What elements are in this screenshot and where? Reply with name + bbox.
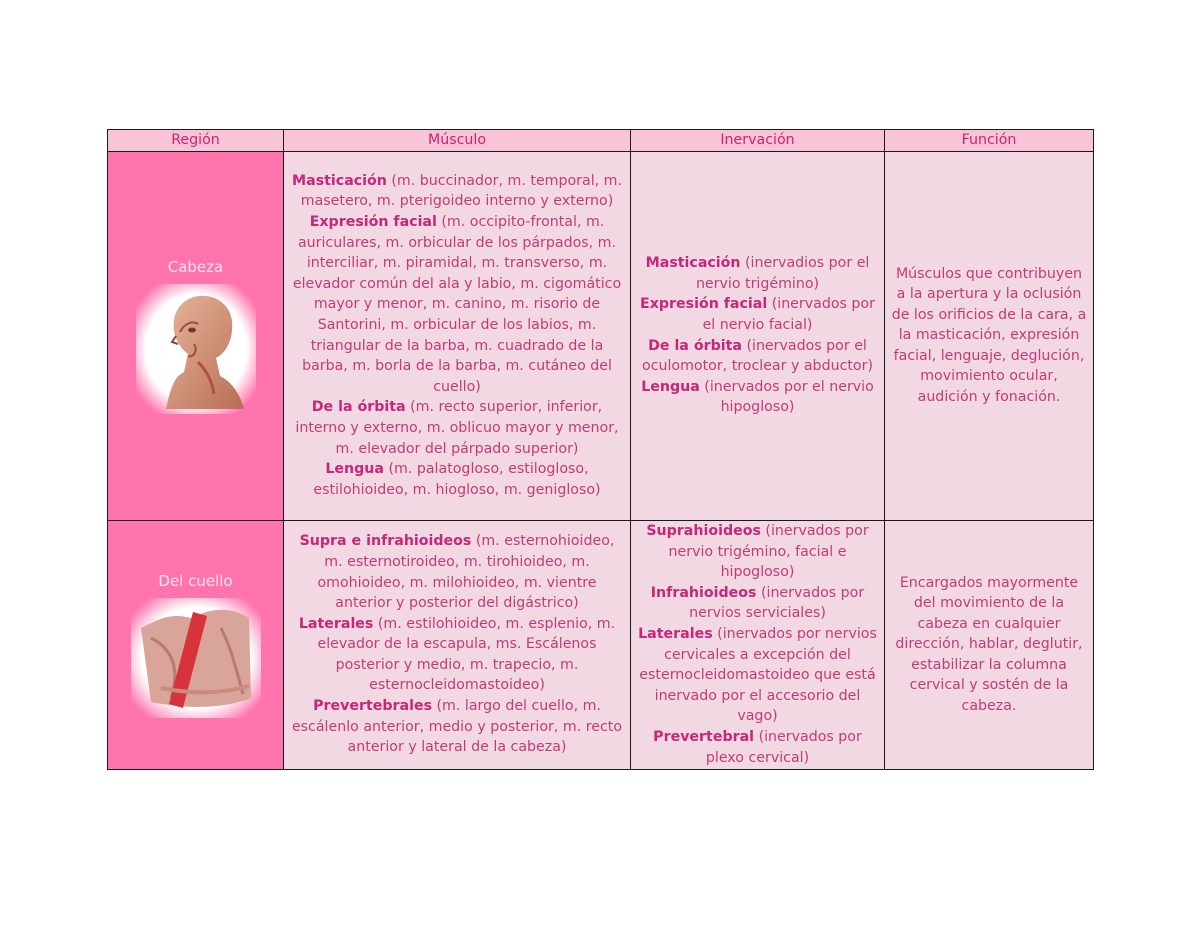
region-label: Del cuello <box>158 572 233 591</box>
group-detail: (m. buccinador, m. temporal, m. masetero, m. pterigoideo interno y externo) <box>300 172 622 210</box>
header-musculo: Músculo <box>284 130 631 152</box>
funcion-cell-cabeza: Músculos que contribuyen a la apertura y la oclusión de los orificios de la cara, a la masticación, expresión facial, lenguaje, deglución, movimiento ocular, audición y fonación. <box>885 151 1094 520</box>
group-detail: (inervados por el nervio facial) <box>702 296 875 333</box>
table-row <box>108 151 1094 520</box>
group-detail: (inervadios por el nervio trigémino) <box>695 255 870 292</box>
musculo-cell-cuello <box>284 520 631 769</box>
group-title: Suprahioideos <box>646 523 761 540</box>
header-row <box>108 130 1094 152</box>
inervacion-cell-cabeza <box>631 151 885 520</box>
group-title: Prevertebrales <box>313 698 433 715</box>
group-title: Prevertebral <box>653 728 755 745</box>
group-detail: (m. palatogloso, estilogloso, estilohioideo, m. hiogloso, m. genigloso) <box>313 461 601 498</box>
group-detail: (inervados por el oculomotor, troclear y abductor) <box>642 337 873 375</box>
group-title: Expresión facial <box>640 296 768 313</box>
neck-anatomy-image <box>131 598 261 718</box>
group-detail: (m. estilohioideo, m. esplenio, m. elevador de la escapula, ms. Escálenos posterior y medio, m. trapecio, m. esternocleidomastoideo) <box>317 615 616 694</box>
group-title: De la órbita <box>311 399 406 416</box>
group-detail: (m. largo del cuello, m. escálenlo anterior, medio y posterior, m. recto anterior y lateral de la cabeza) <box>291 698 623 756</box>
group-title: Infrahioideos <box>650 584 757 601</box>
group-title: Lengua <box>325 461 384 478</box>
group-title: Laterales <box>298 615 374 632</box>
group-detail: (m. recto superior, inferior, interno y externo, m. oblicuo mayor y menor, m. elevador del párpado superior) <box>295 399 619 457</box>
group-title: Expresión facial <box>309 214 437 231</box>
group-detail: (inervados por plexo cervical) <box>705 728 862 766</box>
head-anatomy-image <box>136 284 256 414</box>
header-inervacion: Inervación <box>631 130 885 152</box>
group-detail: (inervados por nervios cervicales a excepción del esternocleidomastoideo que está inervado por el accesorio del vago) <box>639 626 877 725</box>
group-detail: (inervados por el nervio hipogloso) <box>699 378 874 416</box>
table-row <box>108 520 1094 769</box>
inervacion-cell-cuello <box>631 520 885 769</box>
group-detail: (m. esternohioideo, m. esternotiroideo, m. tirohioideo, m. omohioideo, m. milohioideo, m. vientre anterior y posterior del digástrico) <box>317 533 615 612</box>
group-title: Masticación <box>645 255 741 272</box>
funcion-cell-cuello: Encargados mayormente del movimiento de la cabeza en cualquier dirección, hablar, deglutir, estabilizar la columna cervical y sostén de la cabeza. <box>885 520 1094 769</box>
region-label: Cabeza <box>167 258 224 277</box>
header-region: Región <box>108 130 284 152</box>
musculo-cell-cabeza <box>284 151 631 520</box>
group-title: Laterales <box>638 626 713 642</box>
region-cell-cuello <box>108 520 284 769</box>
group-detail: (inervados por nervios serviciales) <box>689 584 865 622</box>
group-detail: (m. occipito-frontal, m. auriculares, m. orbicular de los párpados, m. interciliar, m. piramidal, m. transverso, m. elevador común del ala y labio, m. cigomático mayor y menor, m. canino, m. risorio de Santorini, m. orbicular de los labios, m. triangular de la barba, m. cuadrado de la barba, m. borla de la barba, m. cutáneo del cuello) <box>292 214 622 395</box>
header-funcion: Función <box>885 130 1094 152</box>
group-title: Masticación <box>292 172 387 189</box>
group-detail: (inervados por nervio trigémino, facial e hipogloso) <box>668 523 869 581</box>
group-title: De la órbita <box>648 337 742 354</box>
region-cell-cabeza <box>108 151 284 520</box>
group-title: Lengua <box>641 378 700 395</box>
group-title: Supra e infrahioideos <box>299 533 472 550</box>
muscle-table <box>107 129 1094 770</box>
